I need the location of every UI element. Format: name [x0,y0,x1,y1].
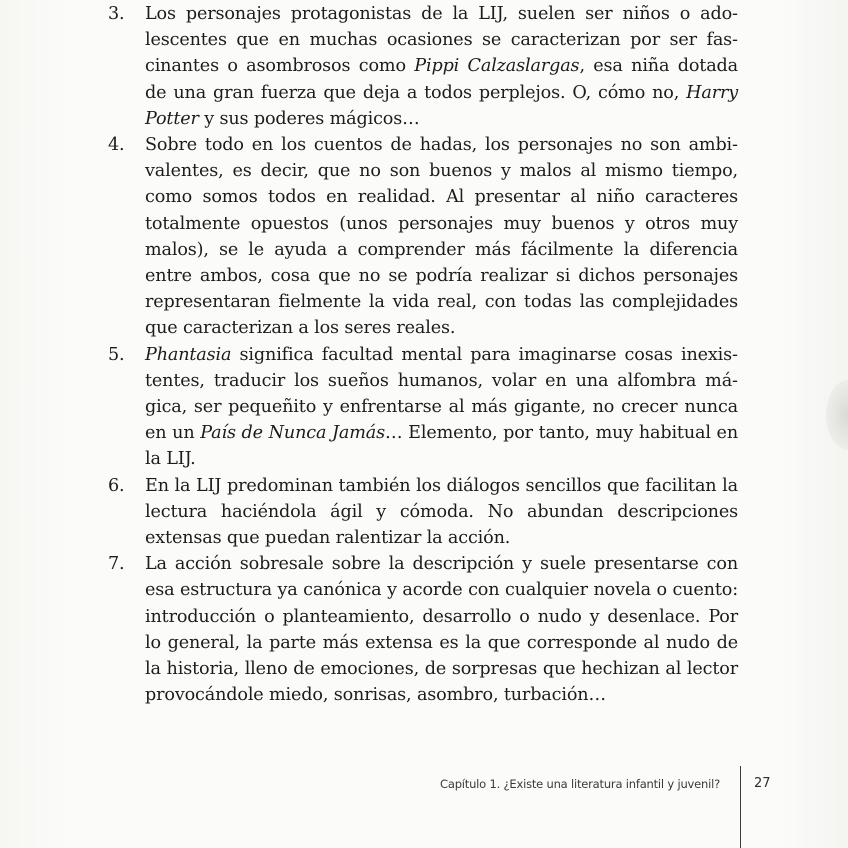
item-number: 3. [108,4,125,24]
item-text: significa facultad mental para imaginarse cosas inexistentes, traducir los sueños humanos, volar en una alfombra mágica, ser pequeñito y enfrentarse al más gigante, no crecer nunca en un [145,344,738,444]
term-phantasia: Phantasia [145,344,232,365]
item-text: y sus poderes mágicos… [198,108,420,129]
item-number: 7. [108,554,125,575]
page-number: 27 [754,776,771,791]
list-item [108,132,738,342]
item-number: 4. [108,135,125,156]
item-number: 6. [108,475,125,496]
item-text: … Elemento, por tanto, muy habitual en la LIJ. [145,423,738,470]
list-item [108,1,738,132]
item-text: , esa niña dotada de una gran fuerza que deja a todos perplejos. O, cómo no, [145,56,738,103]
item-text: En la LIJ predominan también los diálogos sencillos que facilitan la lectura haciéndola ágil y cómoda. No abundan descripciones extensas que puedan ralentizar la acción. [145,475,738,549]
footer-divider [740,766,741,848]
item-text: La acción sobresale sobre la descripción y suele presentarse con esa estructura ya canónica y acorde con cualquier novela o cuento: introducción o planteamiento, desarrollo o nudo y desenlace. Por lo general, la parte más extensa es la que corresponde al nudo de la historia, lleno de emociones, de sorpresas que hechizan al lector provocándole miedo, sonrisas, asombro, turbación… [145,554,738,706]
item-text: Los personajes protagonistas de la LIJ, suelen ser niños o adolescentes que en muchas ocasiones se caracterizan por ser fascinantes o asombrosos como [145,4,738,77]
numbered-list [108,1,738,708]
item-text: Sobre todo en los cuentos de hadas, los personajes no son ambivalentes, es decir, que no son buenos y malos al mismo tiempo, como somos todos en realidad. Al presentar al niño caracteres totalmente opuestos (unos personajes muy buenos y otros muy malos), se le ayuda a comprender más fácilmente la diferencia entre ambos, cosa que no se podría realizar si dichos personajes representaran fielmente la vida real, con todas las complejidades que caracterizan a los seres reales. [145,135,738,339]
book-title-harry-potter: Harry Potter [145,82,738,129]
place-nunca-jamas: País de Nunca Jamás [200,423,386,444]
item-number: 5. [108,344,125,365]
list-item [108,473,738,552]
list-item [108,551,738,708]
list-item [108,342,738,473]
running-footer: Capítulo 1. ¿Existe una literatura infantil y juvenil? [440,777,720,791]
page-edge-shadow [826,380,848,450]
book-title-pippi: Pippi Calzaslargas [414,56,580,77]
